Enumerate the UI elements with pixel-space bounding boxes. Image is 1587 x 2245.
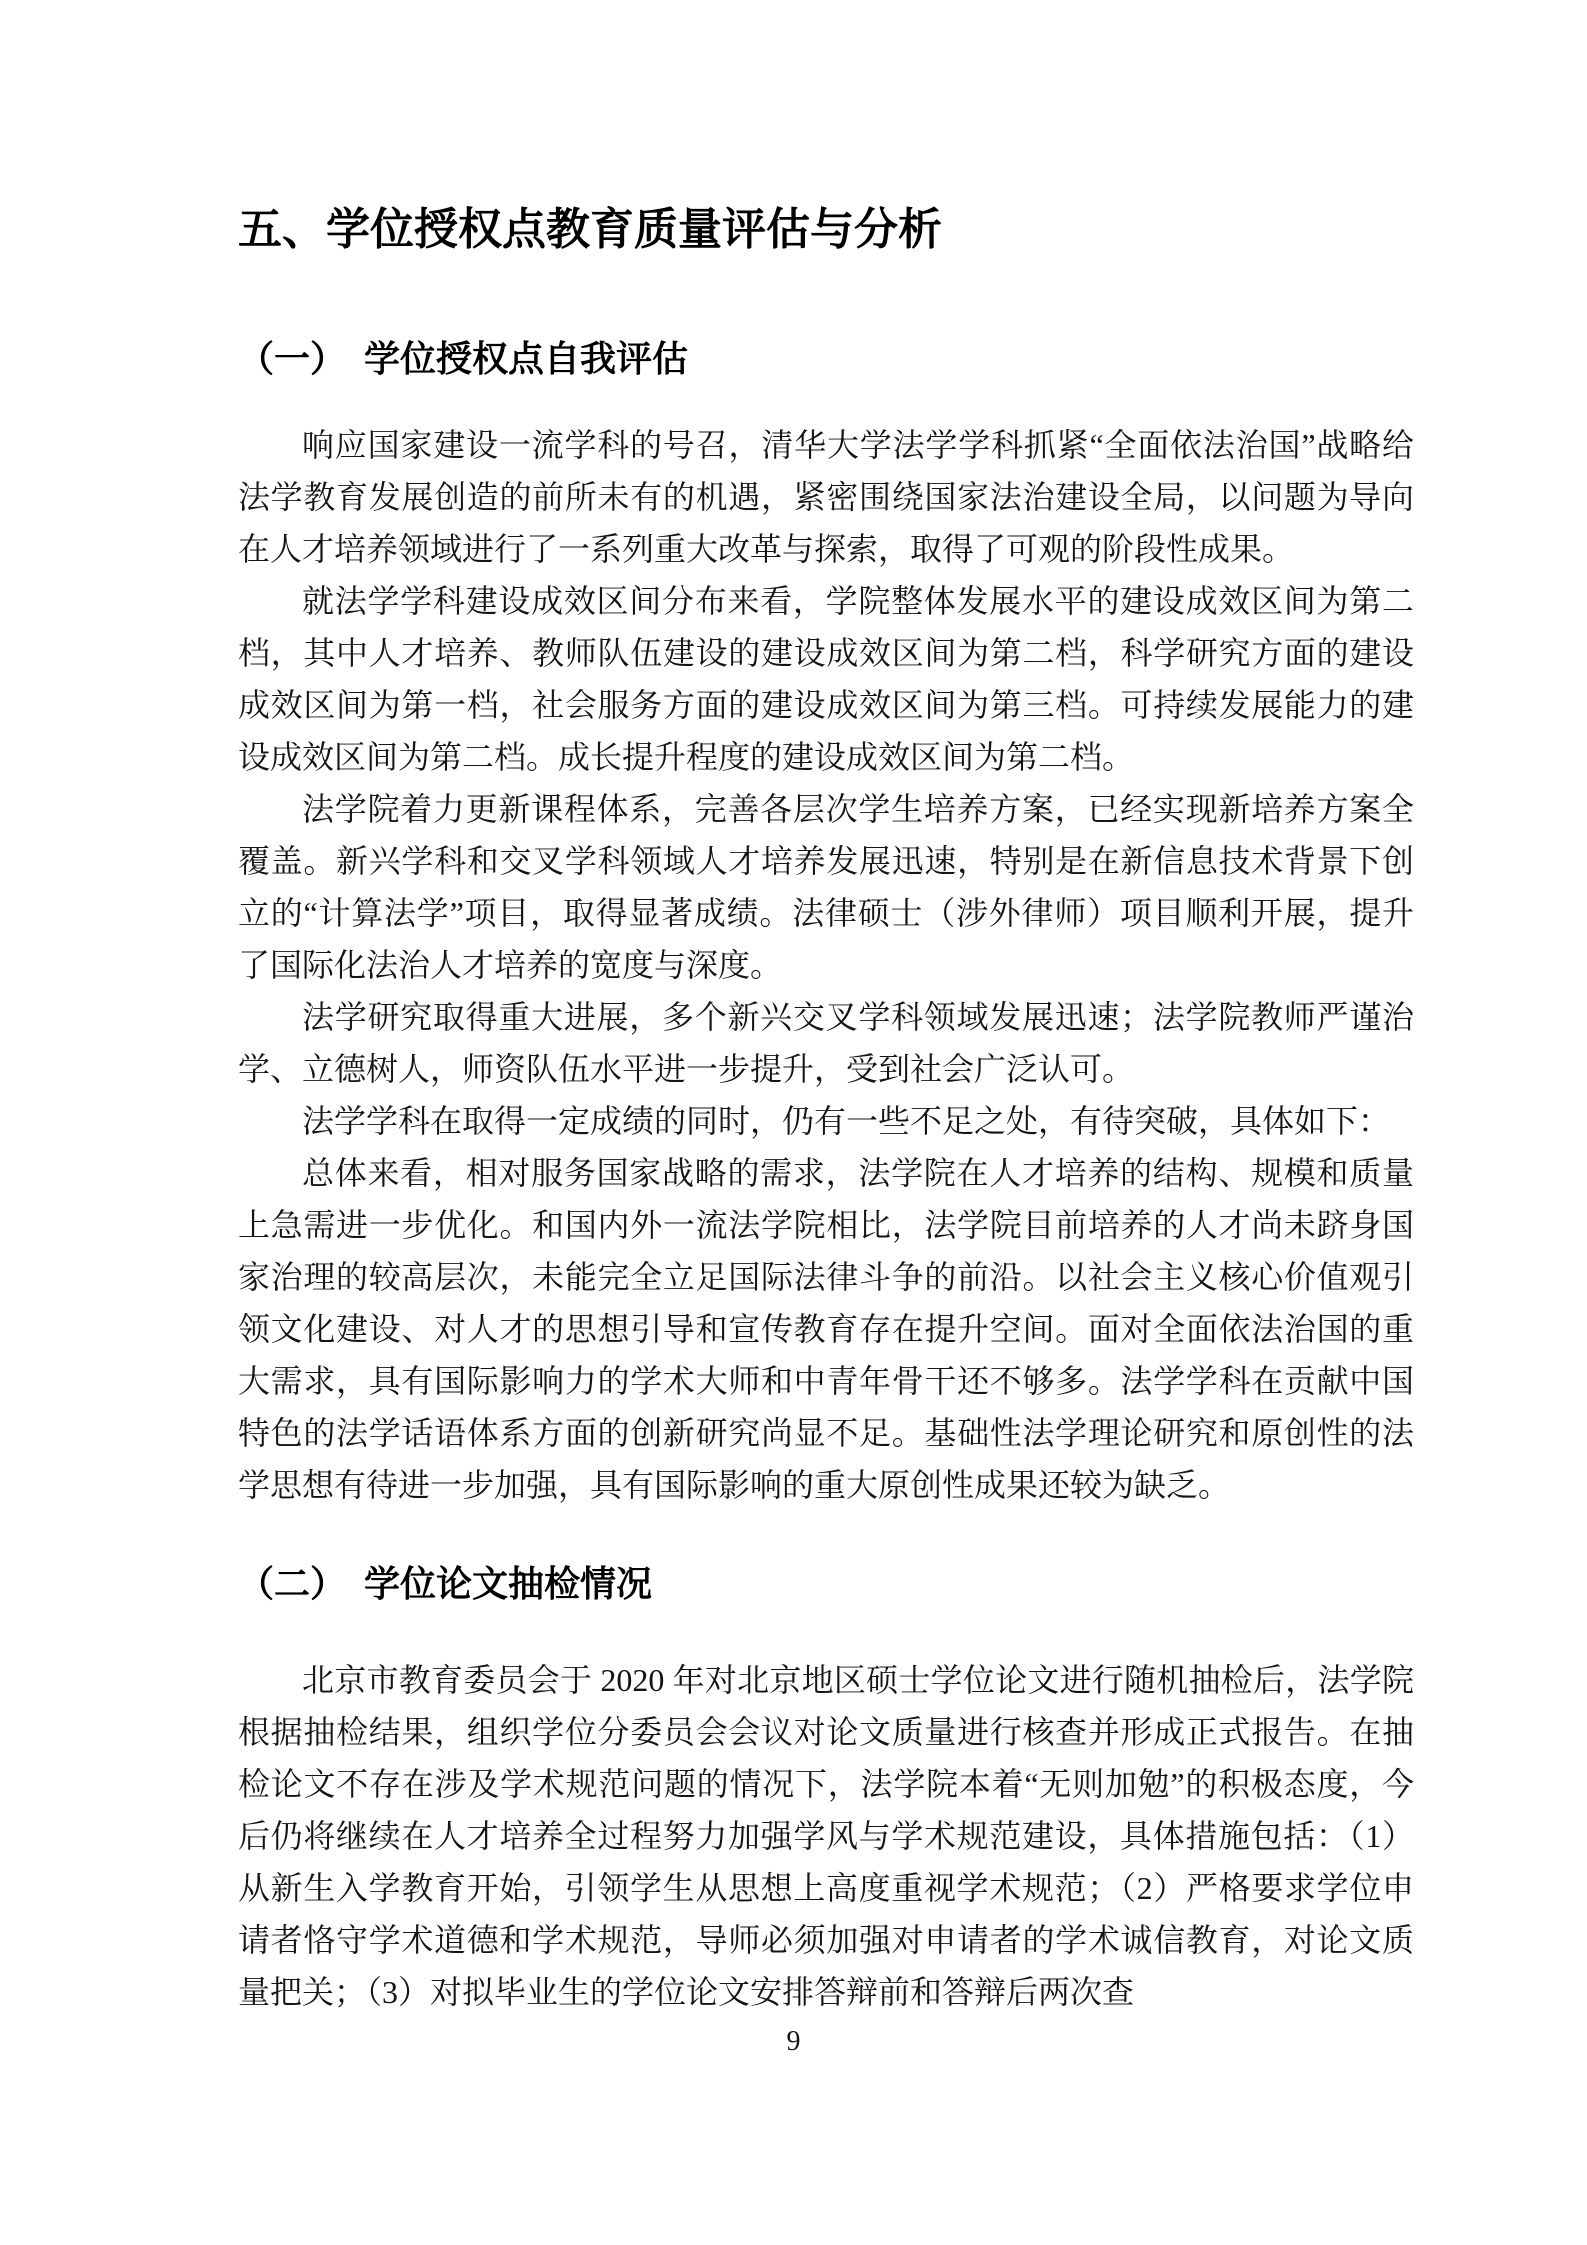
section-body-self-evaluation (238, 419, 1414, 1511)
section-heading-thesis-sampling: （二） 学位论文抽检情况 (238, 1562, 653, 1604)
paragraph: 法学院着力更新课程体系，完善各层次学生培养方案，已经实现新培养方案全覆盖。新兴学科和交叉学科领域人才培养发展迅速，特别是在新信息技术背景下创立的“计算法学”项目，取得显著成绩。法律硕士（涉外律师）项目顺利开展，提升了国际化法治人才培养的宽度与深度。 (238, 790, 1414, 983)
paragraph: 响应国家建设一流学科的号召，清华大学法学学科抓紧“全面依法治国”战略给法学教育发展创造的前所未有的机遇，紧密围绕国家法治建设全局，以问题为导向在人才培养领域进行了一系列重大改革与探索，取得了可观的阶段性成果。 (238, 426, 1414, 567)
paragraph: 就法学学科建设成效区间分布来看，学院整体发展水平的建设成效区间为第二档，其中人才培养、教师队伍建设的建设成效区间为第二档，科学研究方面的建设成效区间为第一档，社会服务方面的建设成效区间为第三档。可持续发展能力的建设成效区间为第二档。成长提升程度的建设成效区间为第二档。 (238, 582, 1414, 775)
paragraph: 法学研究取得重大进展，多个新兴交叉学科领域发展迅速；法学院教师严谨治学、立德树人，师资队伍水平进一步提升，受到社会广泛认可。 (238, 998, 1414, 1087)
paragraph: 总体来看，相对服务国家战略的需求，法学院在人才培养的结构、规模和质量上急需进一步优化。和国内外一流法学院相比，法学院目前培养的人才尚未跻身国家治理的较高层次，未能完全立足国际法律斗争的前沿。以社会主义核心价值观引领文化建设、对人才的思想引导和宣传教育存在提升空间。面对全面依法治国的重大需求，具有国际影响力的学术大师和中青年骨干还不够多。法学学科在贡献中国特色的法学话语体系方面的创新研究尚显不足。基础性法学理论研究和原创性的法学思想有待进一步加强，具有国际影响的重大原创性成果还较为缺乏。 (238, 1154, 1414, 1503)
page-content (238, 0, 1414, 2018)
paragraph: 法学学科在取得一定成绩的同时，仍有一些不足之处，有待突破，具体如下： (302, 1102, 1391, 1139)
chapter-title: 五、学位授权点教育质量评估与分析 (238, 205, 942, 254)
paragraph: 北京市教育委员会于 2020 年对北京地区硕士学位论文进行随机抽检后，法学院根据抽检结果，组织学位分委员会会议对论文质量进行核查并形成正式报告。在抽检论文不存在涉及学术规范问题的情况下，法学院本着“无则加勉”的积极态度，今后仍将继续在人才培养全过程努力加强学风与学术规范建设，具体措施包括：（1）从新生入学教育开始，引领学生从思想上高度重视学术规范；（2）严格要求学位申请者恪守学术道德和学术规范，导师必须加强对申请者的学术诚信教育，对论文质量把关；（3）对拟毕业生的学位论文安排答辩前和答辩后两次查 (238, 1661, 1414, 2010)
section-heading-self-evaluation: （一） 学位授权点自我评估 (238, 337, 689, 379)
section-body-thesis-sampling (238, 1654, 1414, 2018)
page-number: 9 (786, 2026, 801, 2057)
